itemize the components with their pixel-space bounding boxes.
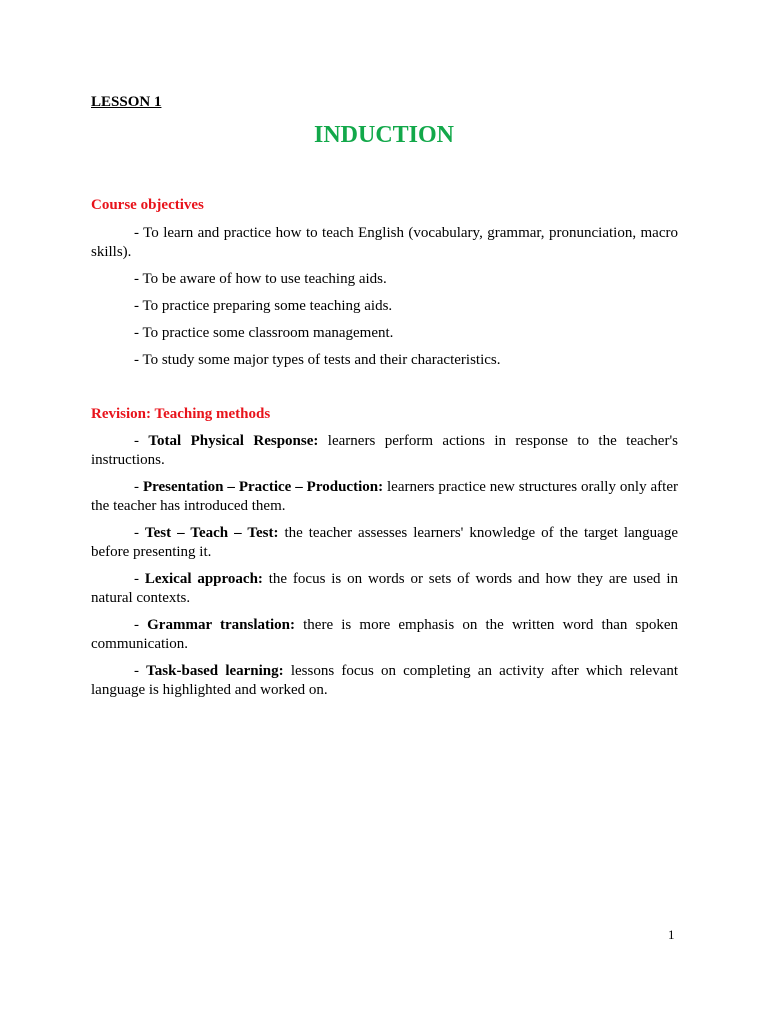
method-prefix: - [134,479,143,495]
page-number: 1 [668,927,675,942]
method-item [91,616,678,654]
method-prefix: - [134,433,149,449]
objective-item: - To practice some classroom management. [134,325,394,341]
method-prefix: - [134,663,147,679]
method-description: learners perform actions in response to the teacher's instructions. [91,433,678,468]
method-prefix: - [134,571,145,587]
method-description: the teacher assesses learners' knowledge of the target language before presenting it. [91,525,678,560]
objective-item: - To study some major types of tests and their characteristics. [134,352,501,368]
method-description: lessons focus on completing an activity after which relevant language is highlighted and worked on. [91,663,679,698]
method-prefix: - [134,617,148,633]
method-item [91,524,678,562]
method-item [91,432,678,470]
method-term: Task-based learning: [146,663,284,679]
method-term: Presentation – Practice – Production: [142,479,384,495]
lesson-label: LESSON 1 [91,94,162,110]
method-item [91,570,678,608]
method-item [91,478,678,516]
objective-item: - To practice preparing some teaching aids. [134,298,393,314]
method-term: Grammar translation: [147,617,295,633]
objective-item: - To be aware of how to use teaching aids. [134,271,387,287]
method-term: Lexical approach: [144,571,263,587]
objectives-list [91,224,678,378]
method-prefix: - [134,525,145,541]
method-description: the focus is on words or sets of words and how they are used in natural contexts. [91,571,678,606]
method-term: Test – Teach – Test: [145,525,279,541]
method-description: learners practice new structures orally only after the teacher has introduced them. [91,479,678,514]
method-description: there is more emphasis on the written word than spoken communication. [91,617,679,652]
objective-item: - To learn and practice how to teach English (vocabulary, grammar, pronunciation, macro skills). [91,225,678,260]
methods-list [91,432,678,708]
teaching-methods-heading: Revision: Teaching methods [91,406,271,422]
page-title: INDUCTION [313,122,454,148]
method-term: Total Physical Response: [148,433,319,449]
course-objectives-heading: Course objectives [91,197,204,213]
method-item [91,662,678,700]
